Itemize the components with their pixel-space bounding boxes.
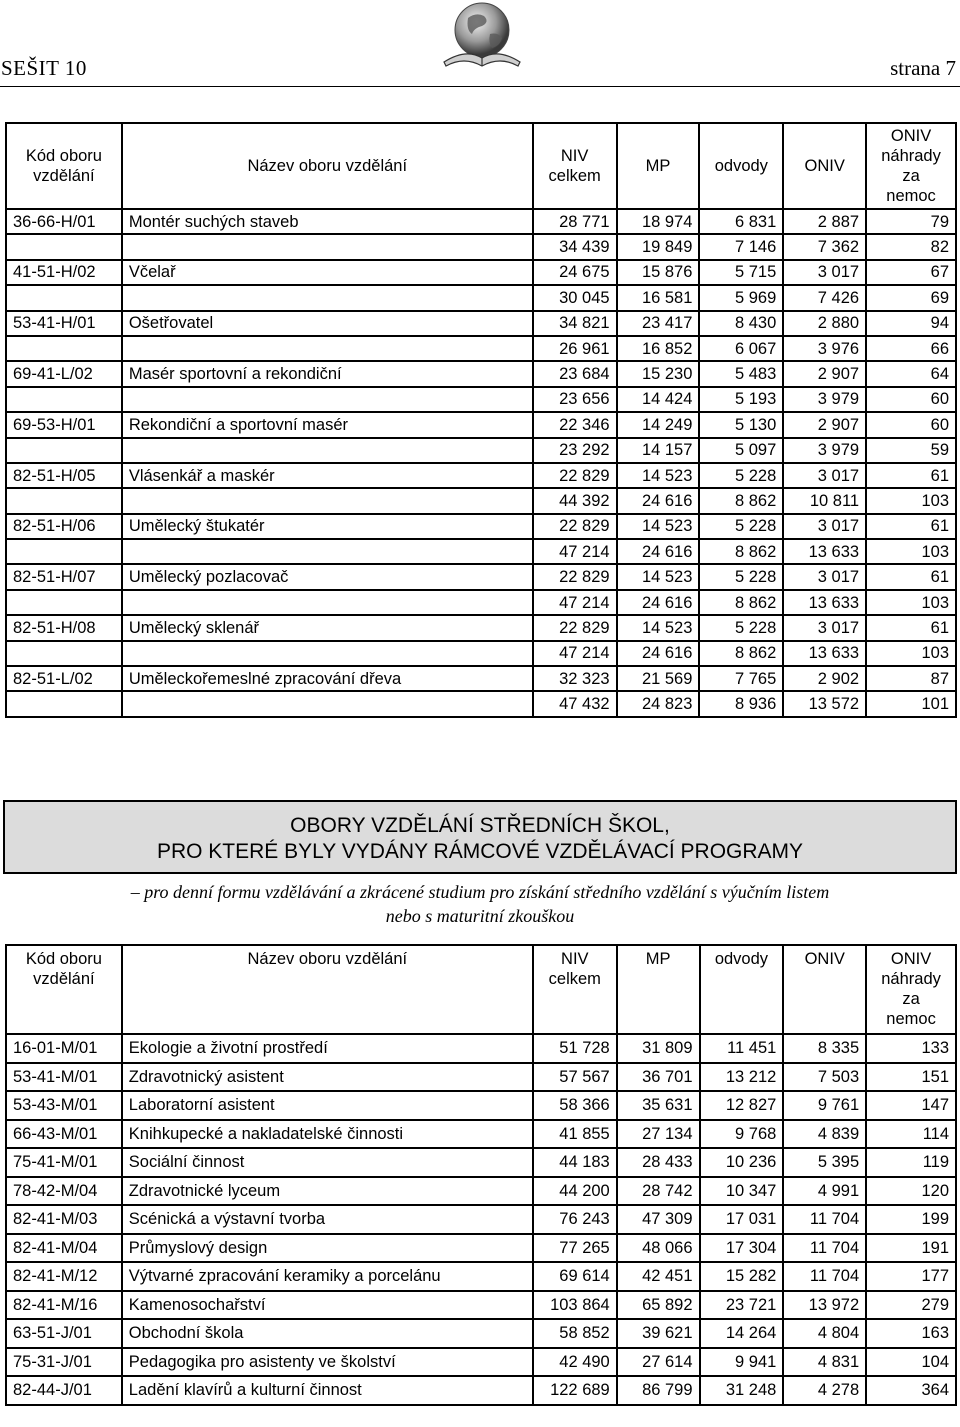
cell-code: 82-51-H/05 — [6, 463, 122, 488]
cell-niv: 22 346 — [533, 412, 617, 437]
cell-odvody: 8 430 — [699, 311, 783, 336]
cell-name — [122, 691, 533, 716]
cell-name: Včelař — [122, 260, 533, 285]
section-note-line-2: nebo s maturitní zkouškou — [385, 906, 575, 926]
cell-name: Ladění klavírů a kulturní činnost — [122, 1376, 533, 1405]
cell-odvody: 5 228 — [699, 463, 783, 488]
cell-oniv: 11 704 — [783, 1262, 866, 1291]
cell-name: Pedagogika pro asistenty ve školství — [122, 1348, 533, 1377]
cell-code: 82-51-H/08 — [6, 615, 122, 640]
table-row — [6, 691, 956, 716]
cell-niv: 47 214 — [533, 590, 617, 615]
table-row — [6, 234, 956, 259]
cell-odvody: 5 228 — [699, 615, 783, 640]
cell-oniv-nahrady: 103 — [866, 539, 956, 564]
cell-oniv: 13 633 — [783, 641, 866, 666]
table-row — [6, 666, 956, 691]
section-banner — [3, 800, 957, 874]
cell-name — [122, 590, 533, 615]
cell-name — [122, 336, 533, 361]
cell-mp: 16 581 — [617, 285, 700, 310]
cell-oniv: 11 704 — [783, 1234, 866, 1263]
cell-mp: 27 614 — [617, 1348, 700, 1377]
cell-oniv: 13 633 — [783, 539, 866, 564]
cell-code: 78-42-M/04 — [6, 1177, 122, 1206]
cell-mp: 24 616 — [617, 590, 700, 615]
cell-mp: 14 523 — [617, 615, 700, 640]
cell-odvody: 9 768 — [700, 1120, 784, 1149]
cell-mp: 15 876 — [617, 260, 700, 285]
cell-name: Masér sportovní a rekondiční — [122, 361, 533, 386]
header-rule — [0, 86, 960, 87]
cell-code: 63-51-J/01 — [6, 1319, 122, 1348]
cell-code: 16-01-M/01 — [6, 1034, 122, 1063]
cell-oniv: 3 979 — [783, 387, 866, 412]
cell-oniv: 3 017 — [783, 260, 866, 285]
cell-mp: 48 066 — [617, 1234, 700, 1263]
cell-niv: 57 567 — [533, 1063, 617, 1092]
col-header-oniv: ONIV — [783, 945, 866, 1034]
cell-code: 82-51-L/02 — [6, 666, 122, 691]
table-row — [6, 1348, 956, 1377]
cell-niv: 30 045 — [533, 285, 617, 310]
table-row — [6, 438, 956, 463]
cell-odvody: 5 969 — [699, 285, 783, 310]
cell-oniv-nahrady: 364 — [866, 1376, 956, 1405]
cell-name: Montér suchých staveb — [122, 209, 533, 234]
col-header-oniv: ONIV — [783, 123, 866, 209]
cell-oniv-nahrady: 177 — [866, 1262, 956, 1291]
cell-niv: 122 689 — [533, 1376, 617, 1405]
cell-code: 66-43-M/01 — [6, 1120, 122, 1149]
table-row — [6, 1091, 956, 1120]
cell-oniv-nahrady: 147 — [866, 1091, 956, 1120]
cell-oniv: 4 278 — [783, 1376, 866, 1405]
cell-mp: 28 433 — [617, 1148, 700, 1177]
cell-oniv: 13 972 — [783, 1291, 866, 1320]
col-header-niv: NIV celkem — [533, 945, 617, 1034]
cell-niv: 24 675 — [533, 260, 617, 285]
cell-odvody: 17 304 — [700, 1234, 784, 1263]
cell-niv: 58 366 — [533, 1091, 617, 1120]
table-header-row — [6, 945, 956, 1034]
cell-odvody: 23 721 — [700, 1291, 784, 1320]
cell-oniv-nahrady: 103 — [866, 641, 956, 666]
cell-mp: 24 823 — [617, 691, 700, 716]
cell-mp: 24 616 — [617, 488, 700, 513]
cell-mp: 28 742 — [617, 1177, 700, 1206]
table-row — [6, 1120, 956, 1149]
table-row — [6, 1063, 956, 1092]
cell-niv: 41 855 — [533, 1120, 617, 1149]
cell-code: 82-44-J/01 — [6, 1376, 122, 1405]
cell-name: Umělecký pozlacovač — [122, 564, 533, 589]
cell-mp: 14 157 — [617, 438, 700, 463]
cell-mp: 31 809 — [617, 1034, 700, 1063]
cell-mp: 14 523 — [617, 463, 700, 488]
cell-name: Obchodní škola — [122, 1319, 533, 1348]
cell-name — [122, 234, 533, 259]
cell-odvody: 6 831 — [699, 209, 783, 234]
table-row — [6, 1234, 956, 1263]
cell-odvody: 6 067 — [699, 336, 783, 361]
cell-odvody: 11 451 — [700, 1034, 784, 1063]
cell-odvody: 5 130 — [699, 412, 783, 437]
table-row — [6, 1205, 956, 1234]
table-row — [6, 1034, 956, 1063]
cell-odvody: 5 097 — [699, 438, 783, 463]
cell-niv: 44 200 — [533, 1177, 617, 1206]
cell-niv: 23 684 — [533, 361, 617, 386]
cell-niv: 34 821 — [533, 311, 617, 336]
cell-name — [122, 488, 533, 513]
cell-mp: 14 523 — [617, 514, 700, 539]
cell-oniv: 4 831 — [783, 1348, 866, 1377]
cell-niv: 76 243 — [533, 1205, 617, 1234]
cell-code: 82-41-M/12 — [6, 1262, 122, 1291]
cell-name — [122, 285, 533, 310]
cell-name: Knihkupecké a nakladatelské činnosti — [122, 1120, 533, 1149]
cell-oniv: 7 426 — [783, 285, 866, 310]
cell-oniv-nahrady: 151 — [866, 1063, 956, 1092]
cell-niv: 42 490 — [533, 1348, 617, 1377]
cell-oniv: 2 907 — [783, 412, 866, 437]
cell-odvody: 17 031 — [700, 1205, 784, 1234]
cell-oniv: 4 991 — [783, 1177, 866, 1206]
cell-name: Zdravotnický asistent — [122, 1063, 533, 1092]
cell-mp: 42 451 — [617, 1262, 700, 1291]
cell-code: 75-41-M/01 — [6, 1148, 122, 1177]
cell-mp: 86 799 — [617, 1376, 700, 1405]
cell-oniv-nahrady: 120 — [866, 1177, 956, 1206]
col-header-name: Název oboru vzdělání — [122, 123, 533, 209]
cell-code — [6, 234, 122, 259]
table-header-row — [6, 123, 956, 209]
section-note — [40, 880, 920, 928]
cell-odvody: 8 862 — [699, 641, 783, 666]
cell-mp: 24 616 — [617, 641, 700, 666]
cell-name: Ekologie a životní prostředí — [122, 1034, 533, 1063]
cell-oniv: 3 017 — [783, 615, 866, 640]
cell-oniv-nahrady: 67 — [866, 260, 956, 285]
cell-niv: 22 829 — [533, 615, 617, 640]
cell-niv: 22 829 — [533, 564, 617, 589]
cell-oniv: 7 362 — [783, 234, 866, 259]
cell-code: 82-51-H/06 — [6, 514, 122, 539]
cell-odvody: 13 212 — [700, 1063, 784, 1092]
cell-mp: 24 616 — [617, 539, 700, 564]
cell-oniv-nahrady: 133 — [866, 1034, 956, 1063]
cell-name — [122, 539, 533, 564]
cell-niv: 44 392 — [533, 488, 617, 513]
cell-odvody: 5 228 — [699, 564, 783, 589]
wage-table-2 — [5, 944, 957, 1406]
section-title-line-1: OBORY VZDĚLÁNÍ STŘEDNÍCH ŠKOL, — [290, 814, 670, 837]
section-title-line-2: PRO KTERÉ BYLY VYDÁNY RÁMCOVÉ VZDĚLÁVACÍ PROGRAMY — [156, 840, 804, 863]
table-row — [6, 488, 956, 513]
cell-niv: 77 265 — [533, 1234, 617, 1263]
cell-odvody: 14 264 — [700, 1319, 784, 1348]
cell-odvody: 5 715 — [699, 260, 783, 285]
cell-code — [6, 590, 122, 615]
cell-mp: 21 569 — [617, 666, 700, 691]
cell-code: 82-41-M/04 — [6, 1234, 122, 1263]
cell-oniv-nahrady: 87 — [866, 666, 956, 691]
cell-odvody: 8 862 — [699, 488, 783, 513]
table-body-1 — [6, 209, 956, 717]
wage-table-1 — [5, 122, 957, 718]
cell-name — [122, 641, 533, 666]
cell-mp: 47 309 — [617, 1205, 700, 1234]
table-row — [6, 564, 956, 589]
cell-oniv-nahrady: 66 — [866, 336, 956, 361]
cell-code — [6, 285, 122, 310]
cell-odvody: 31 248 — [700, 1376, 784, 1405]
cell-code — [6, 488, 122, 513]
cell-oniv: 10 811 — [783, 488, 866, 513]
cell-name: Výtvarné zpracování keramiky a porcelánu — [122, 1262, 533, 1291]
cell-oniv-nahrady: 64 — [866, 361, 956, 386]
cell-oniv-nahrady: 101 — [866, 691, 956, 716]
cell-niv: 58 852 — [533, 1319, 617, 1348]
table-row — [6, 641, 956, 666]
cell-niv: 23 656 — [533, 387, 617, 412]
cell-oniv: 9 761 — [783, 1091, 866, 1120]
cell-odvody: 8 862 — [699, 539, 783, 564]
cell-oniv-nahrady: 61 — [866, 615, 956, 640]
cell-code — [6, 641, 122, 666]
table-row — [6, 463, 956, 488]
cell-name: Rekondiční a sportovní masér — [122, 412, 533, 437]
col-header-code: Kód oboru vzdělání — [6, 123, 122, 209]
col-header-oniv-nahrady: ONIV náhrady za nemoc — [866, 123, 956, 209]
table-row — [6, 539, 956, 564]
cell-oniv: 3 017 — [783, 463, 866, 488]
cell-code — [6, 691, 122, 716]
cell-code: 53-41-H/01 — [6, 311, 122, 336]
cell-oniv: 2 907 — [783, 361, 866, 386]
cell-name: Vlásenkář a maskér — [122, 463, 533, 488]
cell-oniv-nahrady: 61 — [866, 564, 956, 589]
page-header — [0, 0, 960, 90]
cell-code: 82-41-M/16 — [6, 1291, 122, 1320]
cell-name: Laboratorní asistent — [122, 1091, 533, 1120]
cell-name: Ošetřovatel — [122, 311, 533, 336]
cell-oniv: 2 880 — [783, 311, 866, 336]
table-row — [6, 1262, 956, 1291]
table-body-2 — [6, 1034, 956, 1405]
cell-mp: 39 621 — [617, 1319, 700, 1348]
cell-name: Zdravotnické lyceum — [122, 1177, 533, 1206]
cell-mp: 19 849 — [617, 234, 700, 259]
cell-mp: 14 249 — [617, 412, 700, 437]
cell-name — [122, 438, 533, 463]
cell-oniv: 13 633 — [783, 590, 866, 615]
globe-book-logo-icon — [430, 0, 530, 70]
cell-code: 36-66-H/01 — [6, 209, 122, 234]
cell-oniv-nahrady: 60 — [866, 387, 956, 412]
table-row — [6, 260, 956, 285]
cell-mp: 23 417 — [617, 311, 700, 336]
cell-oniv: 2 887 — [783, 209, 866, 234]
cell-code: 53-41-M/01 — [6, 1063, 122, 1092]
cell-code — [6, 438, 122, 463]
cell-oniv-nahrady: 60 — [866, 412, 956, 437]
cell-oniv-nahrady: 61 — [866, 463, 956, 488]
section-note-line-1: – pro denní formu vzdělávání a zkrácené studium pro získání středního vzdělání s výučním listem — [130, 882, 830, 902]
cell-name: Umělecký sklenář — [122, 615, 533, 640]
table-row — [6, 311, 956, 336]
cell-oniv-nahrady: 279 — [866, 1291, 956, 1320]
cell-oniv: 11 704 — [783, 1205, 866, 1234]
cell-niv: 47 214 — [533, 641, 617, 666]
table-row — [6, 412, 956, 437]
cell-code: 53-43-M/01 — [6, 1091, 122, 1120]
cell-oniv: 2 902 — [783, 666, 866, 691]
table-row — [6, 1148, 956, 1177]
cell-mp: 14 523 — [617, 564, 700, 589]
cell-mp: 35 631 — [617, 1091, 700, 1120]
cell-mp: 65 892 — [617, 1291, 700, 1320]
cell-odvody: 8 936 — [699, 691, 783, 716]
cell-odvody: 9 941 — [700, 1348, 784, 1377]
table-row — [6, 209, 956, 234]
cell-odvody: 7 146 — [699, 234, 783, 259]
table-row — [6, 361, 956, 386]
cell-mp: 14 424 — [617, 387, 700, 412]
col-header-mp: MP — [617, 945, 700, 1034]
cell-oniv: 5 395 — [783, 1148, 866, 1177]
cell-niv: 22 829 — [533, 514, 617, 539]
col-header-niv: NIV celkem — [533, 123, 617, 209]
cell-niv: 44 183 — [533, 1148, 617, 1177]
cell-niv: 28 771 — [533, 209, 617, 234]
cell-oniv-nahrady: 119 — [866, 1148, 956, 1177]
table-row — [6, 1291, 956, 1320]
cell-niv: 26 961 — [533, 336, 617, 361]
col-header-code: Kód oboru vzdělání — [6, 945, 122, 1034]
table-row — [6, 1376, 956, 1405]
cell-name: Scénická a výstavní tvorba — [122, 1205, 533, 1234]
cell-odvody: 8 862 — [699, 590, 783, 615]
cell-odvody: 12 827 — [700, 1091, 784, 1120]
cell-code: 82-41-M/03 — [6, 1205, 122, 1234]
cell-oniv: 8 335 — [783, 1034, 866, 1063]
cell-oniv: 3 979 — [783, 438, 866, 463]
cell-code: 75-31-J/01 — [6, 1348, 122, 1377]
table-row — [6, 1319, 956, 1348]
cell-niv: 103 864 — [533, 1291, 617, 1320]
cell-oniv-nahrady: 69 — [866, 285, 956, 310]
cell-niv: 51 728 — [533, 1034, 617, 1063]
cell-odvody: 15 282 — [700, 1262, 784, 1291]
cell-oniv-nahrady: 103 — [866, 488, 956, 513]
cell-name: Kamenosochařství — [122, 1291, 533, 1320]
cell-niv: 22 829 — [533, 463, 617, 488]
cell-code: 69-41-L/02 — [6, 361, 122, 386]
cell-oniv: 4 804 — [783, 1319, 866, 1348]
cell-code — [6, 387, 122, 412]
cell-niv: 69 614 — [533, 1262, 617, 1291]
cell-oniv-nahrady: 94 — [866, 311, 956, 336]
table-row — [6, 590, 956, 615]
col-header-oniv-nahrady: ONIV náhrady za nemoc — [866, 945, 956, 1034]
table-row — [6, 285, 956, 310]
cell-code: 69-53-H/01 — [6, 412, 122, 437]
cell-niv: 47 432 — [533, 691, 617, 716]
cell-oniv: 7 503 — [783, 1063, 866, 1092]
col-header-mp: MP — [617, 123, 700, 209]
cell-odvody: 5 193 — [699, 387, 783, 412]
cell-oniv-nahrady: 59 — [866, 438, 956, 463]
cell-mp: 36 701 — [617, 1063, 700, 1092]
table-row — [6, 387, 956, 412]
cell-odvody: 10 236 — [700, 1148, 784, 1177]
cell-oniv-nahrady: 163 — [866, 1319, 956, 1348]
table-row — [6, 336, 956, 361]
cell-code — [6, 336, 122, 361]
page-number: strana 7 — [890, 56, 956, 80]
cell-odvody: 7 765 — [699, 666, 783, 691]
col-header-odvody: odvody — [699, 123, 783, 209]
cell-niv: 34 439 — [533, 234, 617, 259]
col-header-odvody: odvody — [700, 945, 784, 1034]
cell-oniv: 3 976 — [783, 336, 866, 361]
cell-oniv-nahrady: 114 — [866, 1120, 956, 1149]
cell-odvody: 5 228 — [699, 514, 783, 539]
cell-niv: 23 292 — [533, 438, 617, 463]
cell-name: Umělecký štukatér — [122, 514, 533, 539]
cell-oniv: 13 572 — [783, 691, 866, 716]
cell-code — [6, 539, 122, 564]
table-row — [6, 1177, 956, 1206]
cell-niv: 32 323 — [533, 666, 617, 691]
cell-oniv-nahrady: 61 — [866, 514, 956, 539]
cell-name: Uměleckořemeslné zpracování dřeva — [122, 666, 533, 691]
cell-name: Sociální činnost — [122, 1148, 533, 1177]
cell-oniv-nahrady: 104 — [866, 1348, 956, 1377]
cell-oniv-nahrady: 191 — [866, 1234, 956, 1263]
cell-name: Průmyslový design — [122, 1234, 533, 1263]
cell-odvody: 10 347 — [700, 1177, 784, 1206]
cell-mp: 16 852 — [617, 336, 700, 361]
table-row — [6, 514, 956, 539]
cell-name — [122, 387, 533, 412]
cell-oniv: 3 017 — [783, 564, 866, 589]
cell-code: 82-51-H/07 — [6, 564, 122, 589]
cell-oniv-nahrady: 103 — [866, 590, 956, 615]
table-row — [6, 615, 956, 640]
cell-mp: 18 974 — [617, 209, 700, 234]
cell-mp: 27 134 — [617, 1120, 700, 1149]
cell-oniv: 4 839 — [783, 1120, 866, 1149]
cell-oniv-nahrady: 82 — [866, 234, 956, 259]
cell-odvody: 5 483 — [699, 361, 783, 386]
cell-code: 41-51-H/02 — [6, 260, 122, 285]
cell-oniv: 3 017 — [783, 514, 866, 539]
booklet-label: SEŠIT 10 — [1, 56, 87, 80]
col-header-name: Název oboru vzdělání — [122, 945, 533, 1034]
cell-oniv-nahrady: 79 — [866, 209, 956, 234]
cell-oniv-nahrady: 199 — [866, 1205, 956, 1234]
cell-mp: 15 230 — [617, 361, 700, 386]
cell-niv: 47 214 — [533, 539, 617, 564]
